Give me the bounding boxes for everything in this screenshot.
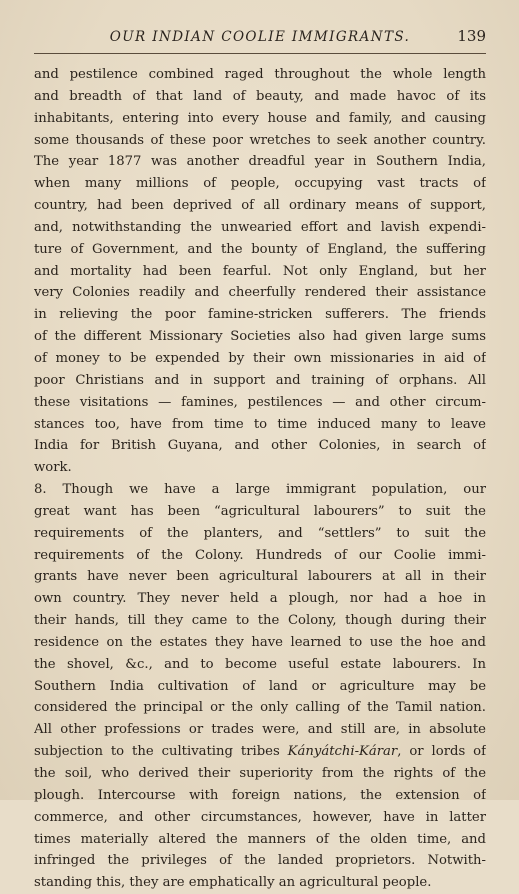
text-line: and breadth of that land of beauty, and made havoc of its [34, 88, 486, 104]
text-line: requirements of the Colony. Hundreds of our Coolie immi- [34, 547, 486, 563]
text-line: The year 1877 was another dreadful year in Southern India, [34, 154, 486, 170]
text-line: 8. Though we have a large immigrant population, our [34, 482, 486, 498]
text-line: the shovel, &c., and to become useful estate labourers. In [34, 656, 486, 672]
text-line: these visitations — famines, pestilences — and other circum- [34, 394, 486, 410]
text-line: very Colonies readily and cheerfully rendered their assistance [34, 285, 486, 301]
text-line: considered the principal or the only calling of the Tamil nation. [34, 700, 486, 716]
text-line: country, had been deprived of all ordinary means of support, [34, 198, 486, 214]
header-rule [34, 53, 486, 54]
text-line: great want has been “agricultural labourers” to suit the [34, 503, 486, 519]
text-line: times materially altered the manners of the olden time, and [34, 831, 486, 847]
text-line: ture of Government, and the bounty of England, the suffering [34, 241, 486, 257]
text-line: stances too, have from time to time induced many to leave [34, 416, 486, 432]
text-line: Southern India cultivation of land or agriculture may be [34, 678, 486, 694]
text-line: plough. Intercourse with foreign nations, the extension of [34, 787, 486, 803]
text-line: commerce, and other circumstances, however, have in latter [34, 809, 486, 825]
text-line: and pestilence combined raged throughout the whole length [34, 67, 486, 82]
italic-term: Kányátchi-Kárar [287, 744, 398, 760]
text-line: residence on the estates they have learned to use the hoe and [34, 634, 486, 650]
text-line: of the different Missionary Societies also had given large sums [34, 329, 486, 345]
text-line: subjection to the cultivating tribes Kányátchi-Kárar, or lords of [34, 744, 486, 760]
text-line: requirements of the planters, and “settlers” to suit the [34, 525, 486, 541]
text-line: when many millions of people, occupying vast tracts of [34, 176, 486, 192]
body-text [34, 64, 486, 894]
text-line: their hands, till they came to the Colony, though during their [34, 613, 486, 629]
text-line: some thousands of these poor wretches to seek another country. [34, 132, 486, 148]
text-line: poor Christians and in support and training of orphans. All [34, 372, 486, 388]
text-line: in relieving the poor famine-stricken sufferers. The friends [34, 307, 486, 323]
text-line: and, notwithstanding the unwearied effort and lavish expendi- [34, 219, 486, 235]
text-line: standing this, they are emphatically an agricultural people. [34, 875, 432, 891]
page-number: 139 [457, 27, 486, 45]
text-line: the soil, who derived their superiority from the rights of the [34, 766, 486, 781]
text-line: infringed the privileges of the landed proprietors. Notwith- [34, 853, 486, 869]
text-line: grants have never been agricultural labourers at all in their [34, 569, 486, 585]
text-line: All other professions or trades were, and still are, in absolute [34, 722, 486, 738]
page-header [34, 27, 486, 51]
text-line: inhabitants, entering into every house and family, and causing [34, 110, 486, 126]
text-line: and mortality had been fearful. Not only England, but her [34, 263, 486, 279]
text-line: India for British Guyana, and other Colonies, in search of [34, 438, 486, 454]
text-line: work. [34, 460, 72, 476]
text-line: of money to be expended by their own missionaries in aid of [34, 350, 486, 366]
text-line: own country. They never held a plough, nor had a hoe in [34, 591, 486, 607]
running-title: OUR INDIAN COOLIE IMMIGRANTS. [109, 29, 411, 45]
